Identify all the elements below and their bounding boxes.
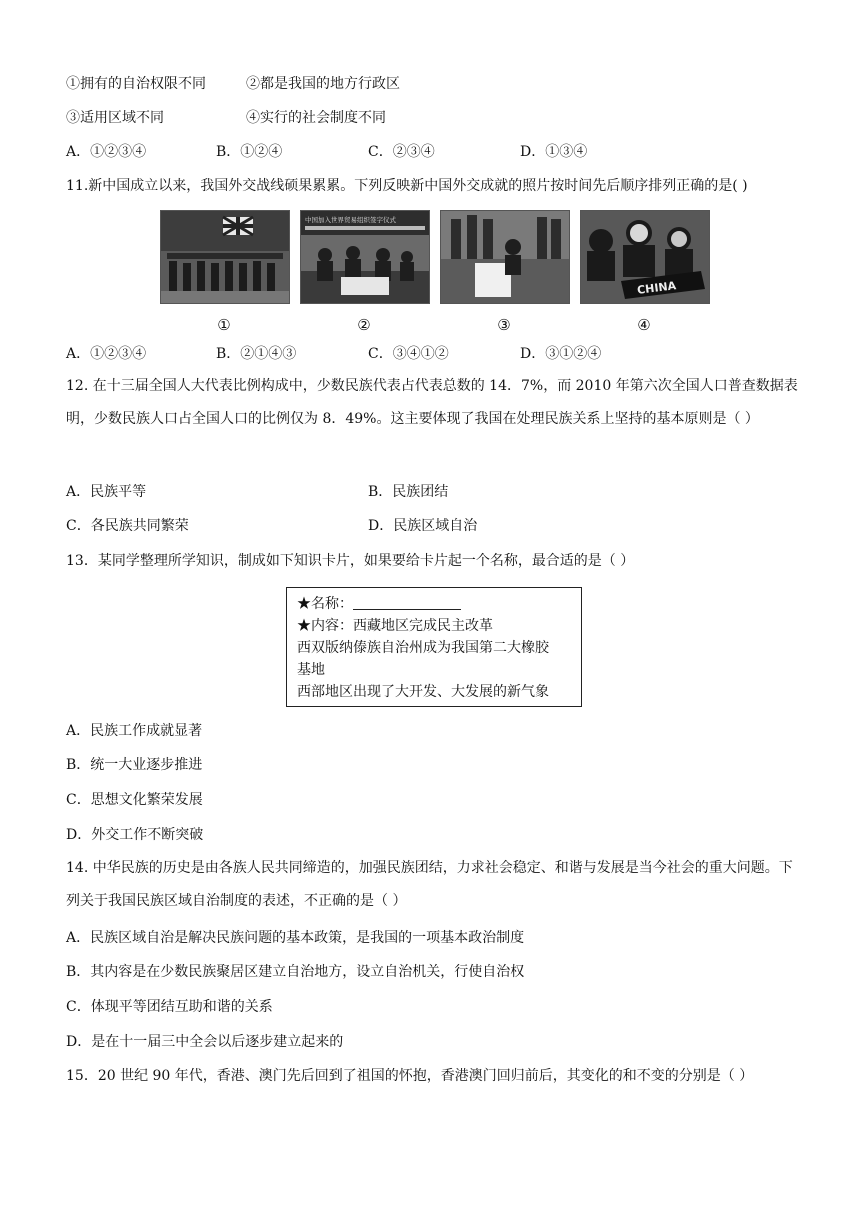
card-name-blank: [353, 595, 461, 610]
q12-option-c: C．各民族共同繁荣: [66, 518, 189, 534]
q13-option-c: C．思想文化繁荣发展: [66, 792, 203, 808]
photo-2-caption: 中国加入世界贸易组织签字仪式: [305, 216, 396, 224]
q12-option-b: B．民族团结: [368, 484, 449, 500]
card-content-line-2: 西双版纳傣族自治州成为我国第二大橡胶: [297, 640, 549, 656]
card-content-line-3: 基地: [297, 662, 325, 678]
q10-statement-3: ③适用区域不同: [66, 110, 164, 126]
photo-4-china-text: CHINA: [636, 279, 677, 297]
photo-label-3: ③: [497, 316, 511, 334]
q10-statement-2: ②都是我国的地方行政区: [246, 76, 400, 92]
q13-option-a: A．民族工作成就显著: [66, 723, 203, 739]
q14-option-d: D．是在十一届三中全会以后逐步建立起来的: [66, 1034, 344, 1050]
q12-option-a: A．民族平等: [66, 484, 147, 500]
card-name-row: [297, 593, 571, 615]
q11-stem: 11.新中国成立以来，我国外交战线硕果累累。下列反映新中国外交成就的照片按时间先后顺序排列正确的是( ): [66, 178, 748, 194]
q14-option-c: C．体现平等团结互助和谐的关系: [66, 999, 273, 1015]
q10-option-b: B．①②④: [216, 144, 283, 160]
q14-option-a: A．民族区域自治是解决民族问题的基本政策，是我国的一项基本政治制度: [66, 930, 525, 946]
photo-label-4: ④: [637, 316, 651, 334]
q10-statement-1: ①拥有的自治权限不同: [66, 76, 206, 92]
q12-option-d: D．民族区域自治: [368, 518, 478, 534]
photo-label-1: ①: [217, 316, 231, 334]
photo-1-ceremony: [160, 210, 290, 304]
q10-statement-4: ④实行的社会制度不同: [246, 110, 386, 126]
q11-option-b: B．②①④③: [216, 346, 297, 362]
q15-stem: 15．20 世纪 90 年代，香港、澳门先后回到了祖国的怀抱，香港澳门回归前后，其变化的和不变的分别是（ ）: [66, 1068, 754, 1084]
photo-3-podium-speech: [440, 210, 570, 304]
q13-stem: 13．某同学整理所学知识，制成如下知识卡片，如果要给卡片起一个名称，最合适的是（ ）: [66, 553, 635, 569]
q14-stem: 14. 中华民族的历史是由各族人民共同缔造的，加强民族团结，力求社会稳定、和谐与发展是当今社会的重大问题。下列关于我国民族区域自治制度的表述，不正确的是（ ）: [66, 860, 793, 909]
photo-4-china-delegation: [580, 210, 710, 304]
q11-option-c: C．③④①②: [368, 346, 449, 362]
knowledge-card: [286, 587, 582, 707]
q10-option-d: D．①③④: [520, 144, 588, 160]
card-name-label: ★名称：: [297, 596, 353, 612]
q14-option-b: B．其内容是在少数民族聚居区建立自治地方，设立自治机关，行使自治权: [66, 964, 525, 980]
q10-option-a: A．①②③④: [66, 144, 147, 160]
q12-stem: 12. 在十三届全国人大代表比例构成中，少数民族代表占代表总数的 14．7%，而 2010 年第六次全国人口普查数据表明，少数民族人口占全国人口的比例仅为 8．49%。这主要体现了我国在处理民族关系上坚持的基本原则是（ ）: [66, 378, 798, 427]
q11-option-d: D．③①②④: [520, 346, 602, 362]
q13-option-b: B．统一大业逐步推进: [66, 757, 203, 773]
q11-option-a: A．①②③④: [66, 346, 147, 362]
photo-2-wto-signing: [300, 210, 430, 304]
card-content-line-1: ★内容：西藏地区完成民主改革: [297, 618, 493, 634]
q13-option-d: D．外交工作不断突破: [66, 827, 204, 843]
card-content-line-4: 西部地区出现了大开发、大发展的新气象: [297, 684, 549, 700]
q10-option-c: C．②③④: [368, 144, 435, 160]
photo-label-2: ②: [357, 316, 371, 334]
